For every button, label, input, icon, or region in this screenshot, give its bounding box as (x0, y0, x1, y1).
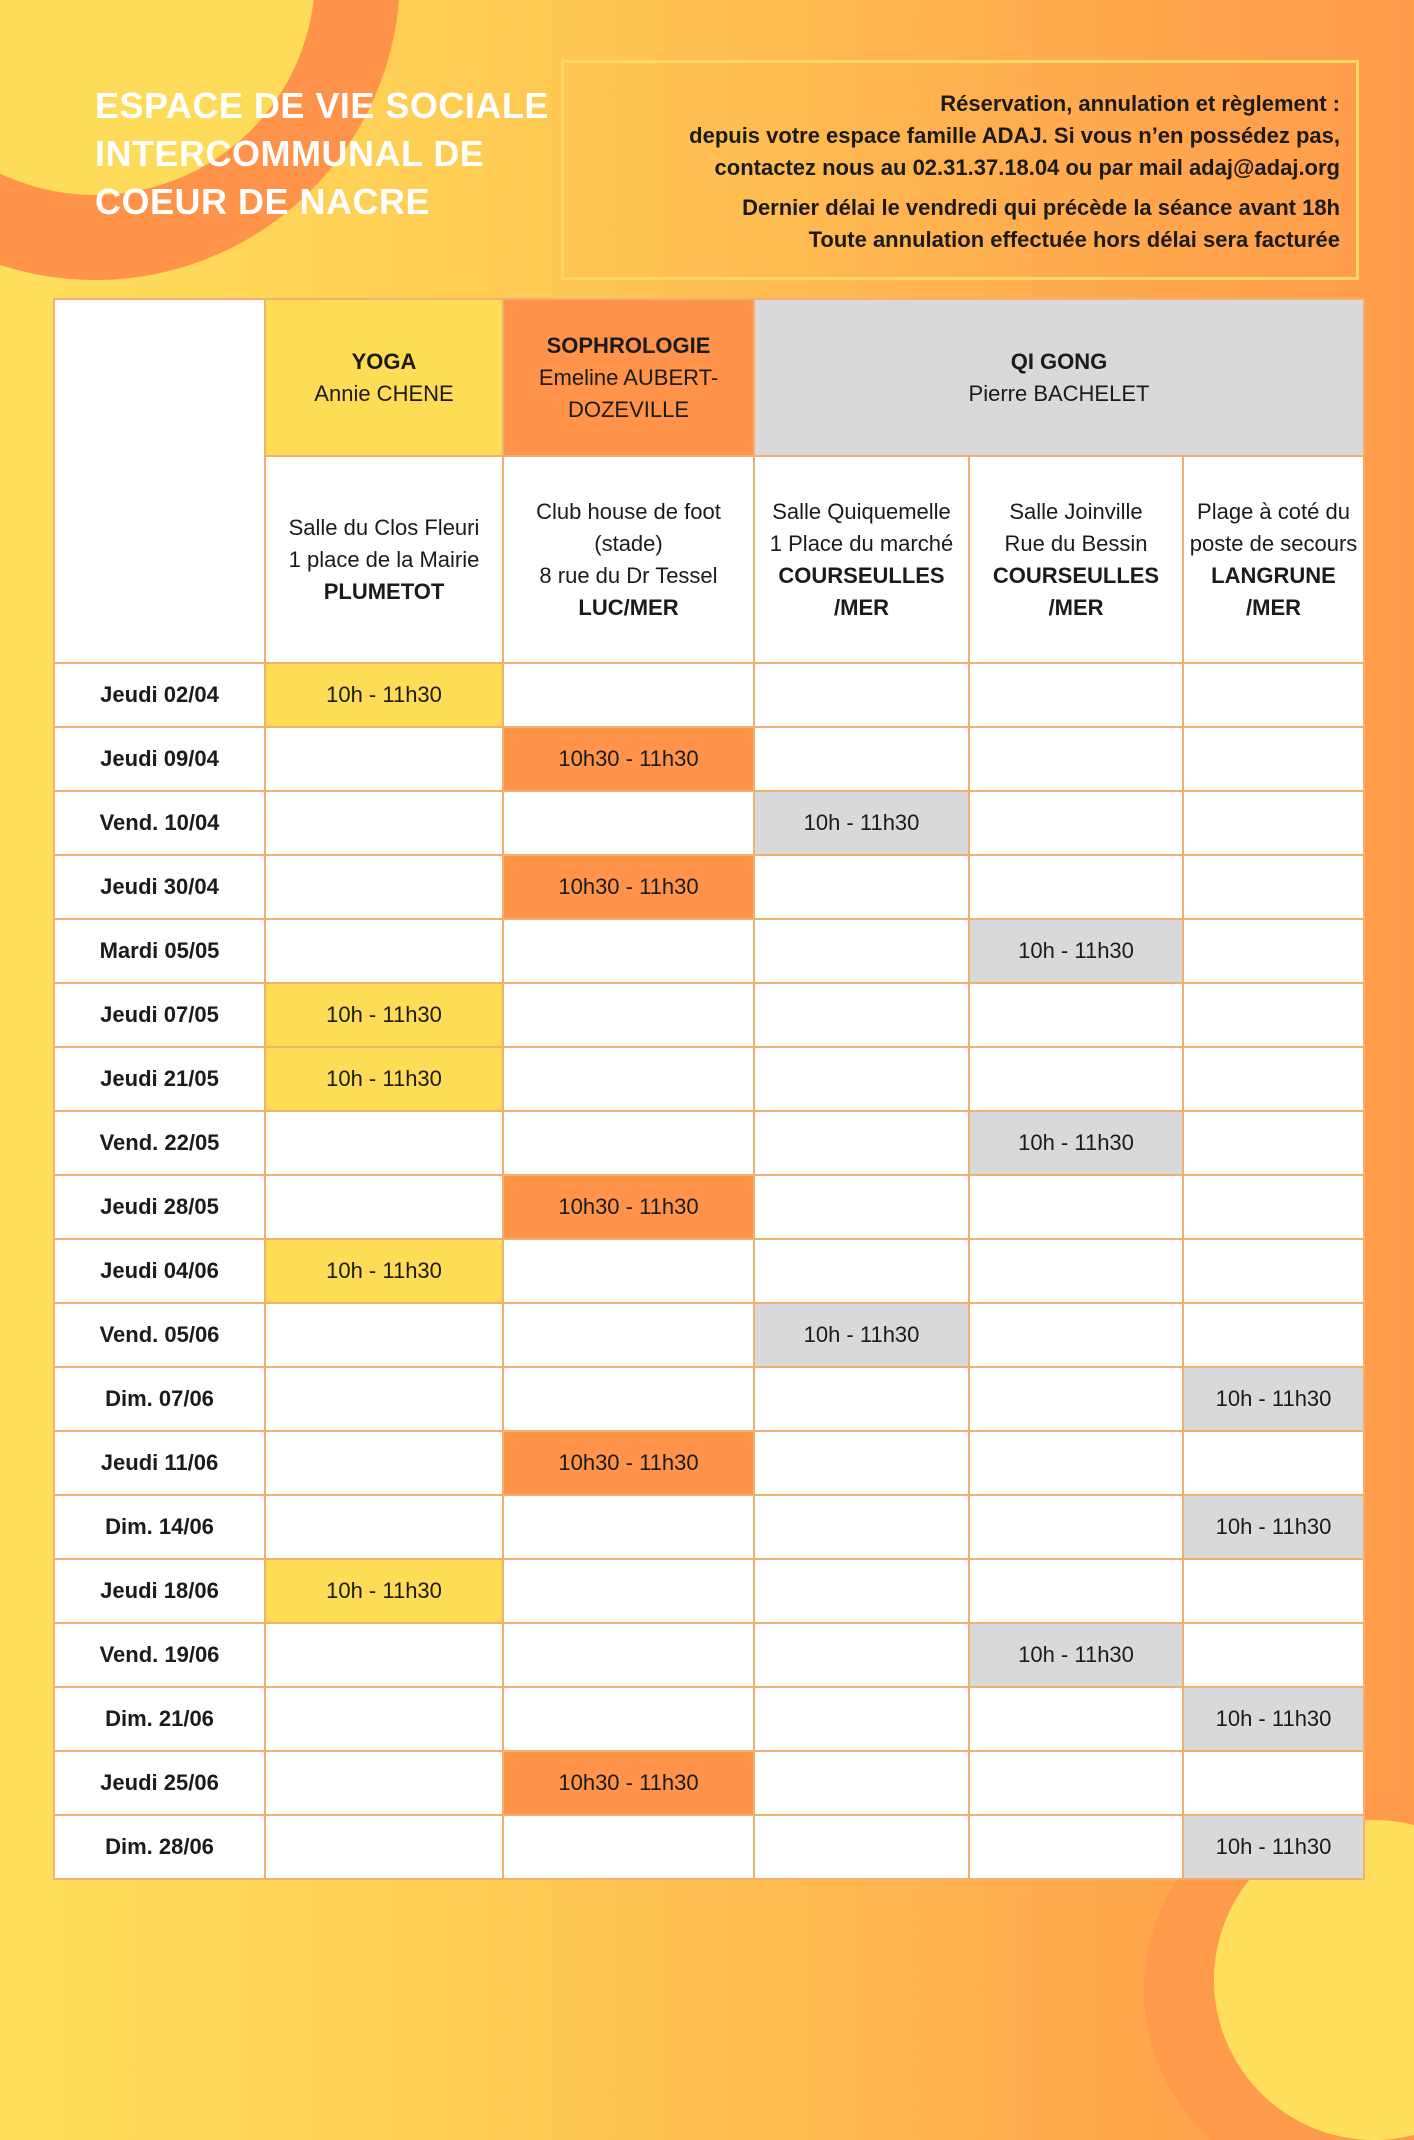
session-date: Jeudi 25/06 (54, 1751, 265, 1815)
empty-cell (503, 983, 754, 1047)
info-line: Dernier délai le vendredi qui précède la séance avant 18h (742, 195, 1340, 220)
empty-cell (754, 855, 969, 919)
empty-cell (265, 1623, 503, 1687)
session-date: Jeudi 18/06 (54, 1559, 265, 1623)
empty-cell (969, 1303, 1183, 1367)
empty-cell (503, 1303, 754, 1367)
schedule-row (54, 1367, 1364, 1431)
session-date: Dim. 07/06 (54, 1367, 265, 1431)
empty-cell (754, 1623, 969, 1687)
title-line: ESPACE DE VIE SOCIALE (95, 85, 549, 126)
session-time: 10h - 11h30 (754, 791, 969, 855)
session-time: 10h - 11h30 (969, 919, 1183, 983)
empty-cell (754, 1431, 969, 1495)
empty-cell (1183, 1431, 1364, 1495)
schedule-row (54, 1175, 1364, 1239)
title-line: COEUR DE NACRE (95, 181, 431, 222)
session-date: Jeudi 21/05 (54, 1047, 265, 1111)
empty-cell (1183, 855, 1364, 919)
session-time: 10h30 - 11h30 (503, 1431, 754, 1495)
empty-cell (754, 1751, 969, 1815)
session-date: Jeudi 28/05 (54, 1175, 265, 1239)
empty-cell (754, 1175, 969, 1239)
empty-cell (503, 919, 754, 983)
location-salle-quiquemelle: Salle Quiquemelle 1 Place du marché COURSEULLES /MER (754, 456, 969, 663)
schedule-row (54, 1815, 1364, 1879)
location-luc-sur-mer: Club house de foot (stade) 8 rue du Dr Tessel LUC/MER (503, 456, 754, 663)
corner-cell (54, 299, 265, 663)
schedule-row (54, 791, 1364, 855)
info-line: Toute annulation effectuée hors délai sera facturée (808, 227, 1340, 252)
empty-cell (1183, 1175, 1364, 1239)
empty-cell (1183, 1303, 1364, 1367)
empty-cell (969, 1751, 1183, 1815)
session-date: Jeudi 04/06 (54, 1239, 265, 1303)
session-date: Mardi 05/05 (54, 919, 265, 983)
empty-cell (754, 1815, 969, 1879)
empty-cell (969, 1815, 1183, 1879)
empty-cell (265, 919, 503, 983)
info-line: contactez nous au 02.31.37.18.04 ou par mail adaj@adaj.org (714, 155, 1340, 180)
empty-cell (503, 1559, 754, 1623)
empty-cell (754, 1239, 969, 1303)
empty-cell (503, 1815, 754, 1879)
activity-header-row (54, 299, 1364, 456)
empty-cell (503, 1623, 754, 1687)
session-time: 10h30 - 11h30 (503, 1175, 754, 1239)
schedule-row (54, 1239, 1364, 1303)
empty-cell (969, 983, 1183, 1047)
empty-cell (503, 1367, 754, 1431)
schedule-table (53, 298, 1365, 1880)
empty-cell (754, 727, 969, 791)
session-time: 10h - 11h30 (969, 1623, 1183, 1687)
session-time: 10h - 11h30 (1183, 1815, 1364, 1879)
schedule-row (54, 1687, 1364, 1751)
info-line: Réservation, annulation et règlement : (940, 91, 1340, 116)
empty-cell (503, 663, 754, 727)
session-date: Dim. 14/06 (54, 1495, 265, 1559)
empty-cell (754, 1495, 969, 1559)
teacher-name: Pierre BACHELET (968, 380, 1150, 406)
location-plumetot: Salle du Clos Fleuri 1 place de la Mairie PLUMETOT (265, 456, 503, 663)
teacher-name: Emeline AUBERT-DOZEVILLE (538, 364, 719, 422)
session-time: 10h - 11h30 (969, 1111, 1183, 1175)
empty-cell (503, 1495, 754, 1559)
session-date: Jeudi 11/06 (54, 1431, 265, 1495)
empty-cell (969, 1431, 1183, 1495)
schedule-row (54, 1303, 1364, 1367)
schedule-row (54, 1623, 1364, 1687)
empty-cell (503, 1047, 754, 1111)
empty-cell (1183, 1047, 1364, 1111)
empty-cell (754, 1111, 969, 1175)
empty-cell (754, 1687, 969, 1751)
activity-header-sophrologie: SOPHROLOGIE Emeline AUBERT-DOZEVILLE (503, 299, 754, 456)
session-time: 10h30 - 11h30 (503, 727, 754, 791)
schedule-row (54, 1495, 1364, 1559)
reservation-info-box (561, 60, 1359, 280)
session-time: 10h - 11h30 (1183, 1367, 1364, 1431)
schedule-row (54, 1751, 1364, 1815)
session-time: 10h - 11h30 (1183, 1687, 1364, 1751)
empty-cell (265, 1687, 503, 1751)
empty-cell (1183, 791, 1364, 855)
empty-cell (503, 791, 754, 855)
empty-cell (1183, 983, 1364, 1047)
empty-cell (1183, 1623, 1364, 1687)
session-date: Vend. 22/05 (54, 1111, 265, 1175)
schedule-row (54, 983, 1364, 1047)
empty-cell (503, 1111, 754, 1175)
empty-cell (265, 1111, 503, 1175)
title-line: INTERCOMMUNAL DE (95, 133, 485, 174)
schedule-row (54, 663, 1364, 727)
schedule-row (54, 727, 1364, 791)
activity-header-yoga: YOGA Annie CHENE (265, 299, 503, 456)
empty-cell (265, 1431, 503, 1495)
session-time: 10h - 11h30 (265, 983, 503, 1047)
empty-cell (969, 1495, 1183, 1559)
session-date: Jeudi 09/04 (54, 727, 265, 791)
empty-cell (969, 855, 1183, 919)
empty-cell (1183, 919, 1364, 983)
schedule-row (54, 919, 1364, 983)
session-time: 10h - 11h30 (1183, 1495, 1364, 1559)
session-date: Vend. 10/04 (54, 791, 265, 855)
empty-cell (969, 1687, 1183, 1751)
empty-cell (1183, 663, 1364, 727)
empty-cell (969, 727, 1183, 791)
empty-cell (503, 1239, 754, 1303)
empty-cell (969, 1239, 1183, 1303)
empty-cell (1183, 727, 1364, 791)
schedule-row (54, 1047, 1364, 1111)
session-time: 10h - 11h30 (265, 1559, 503, 1623)
empty-cell (754, 1047, 969, 1111)
organization-title (95, 82, 565, 226)
teacher-name: Annie CHENE (314, 380, 454, 406)
session-time: 10h30 - 11h30 (503, 1751, 754, 1815)
session-date: Jeudi 30/04 (54, 855, 265, 919)
empty-cell (1183, 1751, 1364, 1815)
session-date: Dim. 28/06 (54, 1815, 265, 1879)
empty-cell (265, 1175, 503, 1239)
empty-cell (969, 1047, 1183, 1111)
empty-cell (503, 1687, 754, 1751)
activity-header-qi-gong: QI GONG Pierre BACHELET (754, 299, 1364, 456)
empty-cell (969, 791, 1183, 855)
session-date: Vend. 05/06 (54, 1303, 265, 1367)
empty-cell (265, 1751, 503, 1815)
empty-cell (265, 1495, 503, 1559)
empty-cell (265, 1815, 503, 1879)
session-time: 10h - 11h30 (265, 1047, 503, 1111)
location-plage-langrune: Plage à coté du poste de secours LANGRUNE /MER (1183, 456, 1364, 663)
empty-cell (969, 1559, 1183, 1623)
session-time: 10h - 11h30 (265, 1239, 503, 1303)
info-line: depuis votre espace famille ADAJ. Si vous n’en possédez pas, (689, 123, 1340, 148)
empty-cell (969, 1367, 1183, 1431)
session-date: Jeudi 07/05 (54, 983, 265, 1047)
empty-cell (969, 663, 1183, 727)
location-salle-joinville: Salle Joinville Rue du Bessin COURSEULLES /MER (969, 456, 1183, 663)
session-date: Jeudi 02/04 (54, 663, 265, 727)
empty-cell (754, 919, 969, 983)
session-time: 10h - 11h30 (265, 663, 503, 727)
session-date: Dim. 21/06 (54, 1687, 265, 1751)
empty-cell (265, 1367, 503, 1431)
schedule-row (54, 1431, 1364, 1495)
empty-cell (265, 1303, 503, 1367)
session-time: 10h - 11h30 (754, 1303, 969, 1367)
empty-cell (754, 1367, 969, 1431)
session-time: 10h30 - 11h30 (503, 855, 754, 919)
empty-cell (754, 1559, 969, 1623)
empty-cell (265, 791, 503, 855)
schedule-body (54, 663, 1364, 1879)
empty-cell (969, 1175, 1183, 1239)
empty-cell (265, 855, 503, 919)
schedule-row (54, 1111, 1364, 1175)
empty-cell (754, 663, 969, 727)
empty-cell (754, 983, 969, 1047)
empty-cell (1183, 1111, 1364, 1175)
empty-cell (265, 727, 503, 791)
empty-cell (1183, 1239, 1364, 1303)
session-date: Vend. 19/06 (54, 1623, 265, 1687)
schedule-row (54, 1559, 1364, 1623)
empty-cell (1183, 1559, 1364, 1623)
schedule-row (54, 855, 1364, 919)
